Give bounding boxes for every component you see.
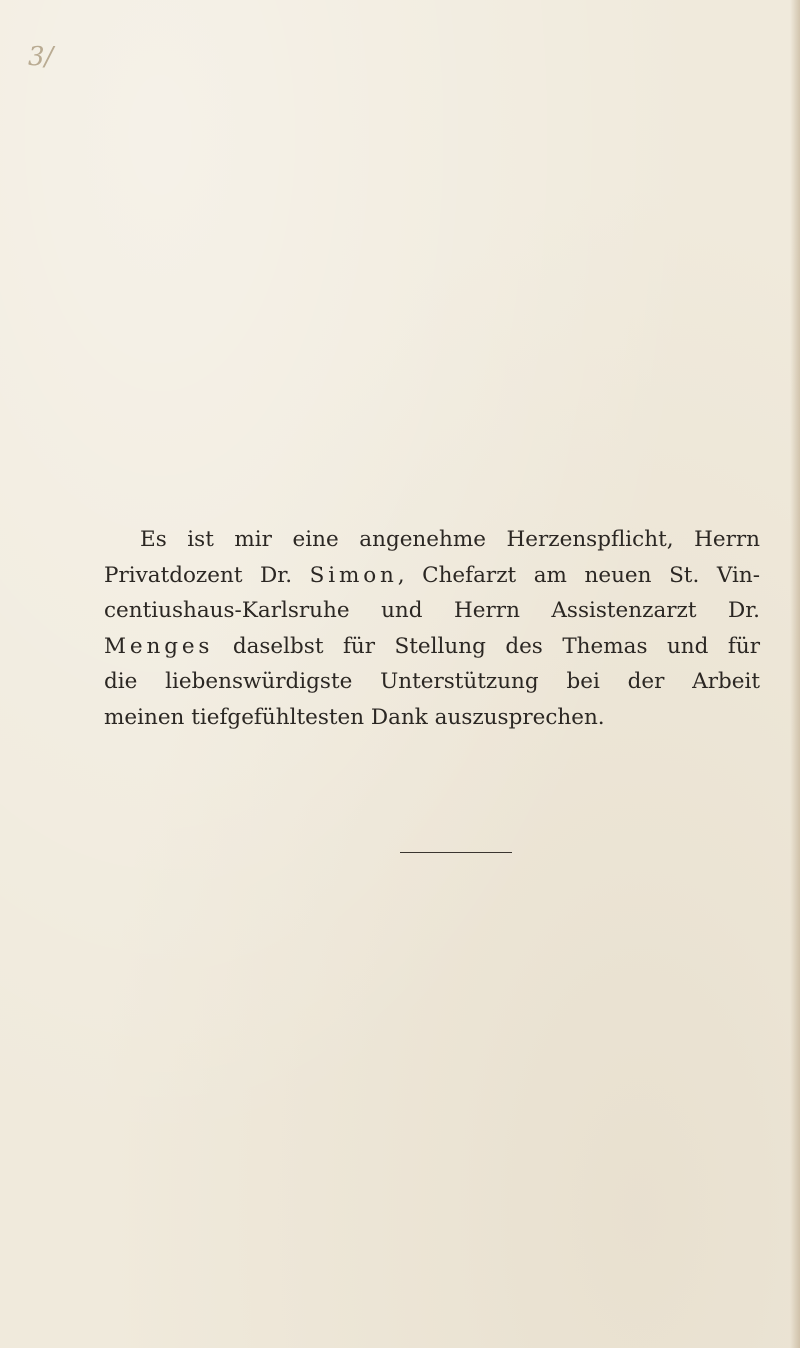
- paragraph-line-2: [104, 558, 760, 594]
- paragraph-line-5: die liebenswürdigste Unterstützung bei der Arbeit: [104, 669, 760, 694]
- paragraph-line-3: centiushaus-Karlsruhe und Herrn Assistenzarzt Dr.: [104, 598, 760, 623]
- paragraph-line-1: Es ist mir eine angenehme Herzenspflicht, Herrn: [140, 527, 760, 552]
- page-edge-shadow: [790, 0, 800, 1348]
- line-2-start: Privatdozent Dr.: [104, 562, 310, 588]
- acknowledgement-paragraph: [104, 522, 760, 735]
- pencil-mark: 3/: [28, 42, 54, 72]
- paragraph-line-4: [104, 629, 760, 665]
- name-simon: Simon: [309, 562, 398, 588]
- closing-rule: [400, 852, 512, 853]
- line-2-end: , Chefarzt am neuen St. Vin-: [397, 562, 760, 588]
- name-menges: Menges: [104, 633, 214, 659]
- paragraph-line-6: meinen tiefgefühltesten Dank auszusprechen.: [104, 704, 605, 730]
- line-4-end: daselbst für Stellung des Themas und für: [213, 633, 760, 659]
